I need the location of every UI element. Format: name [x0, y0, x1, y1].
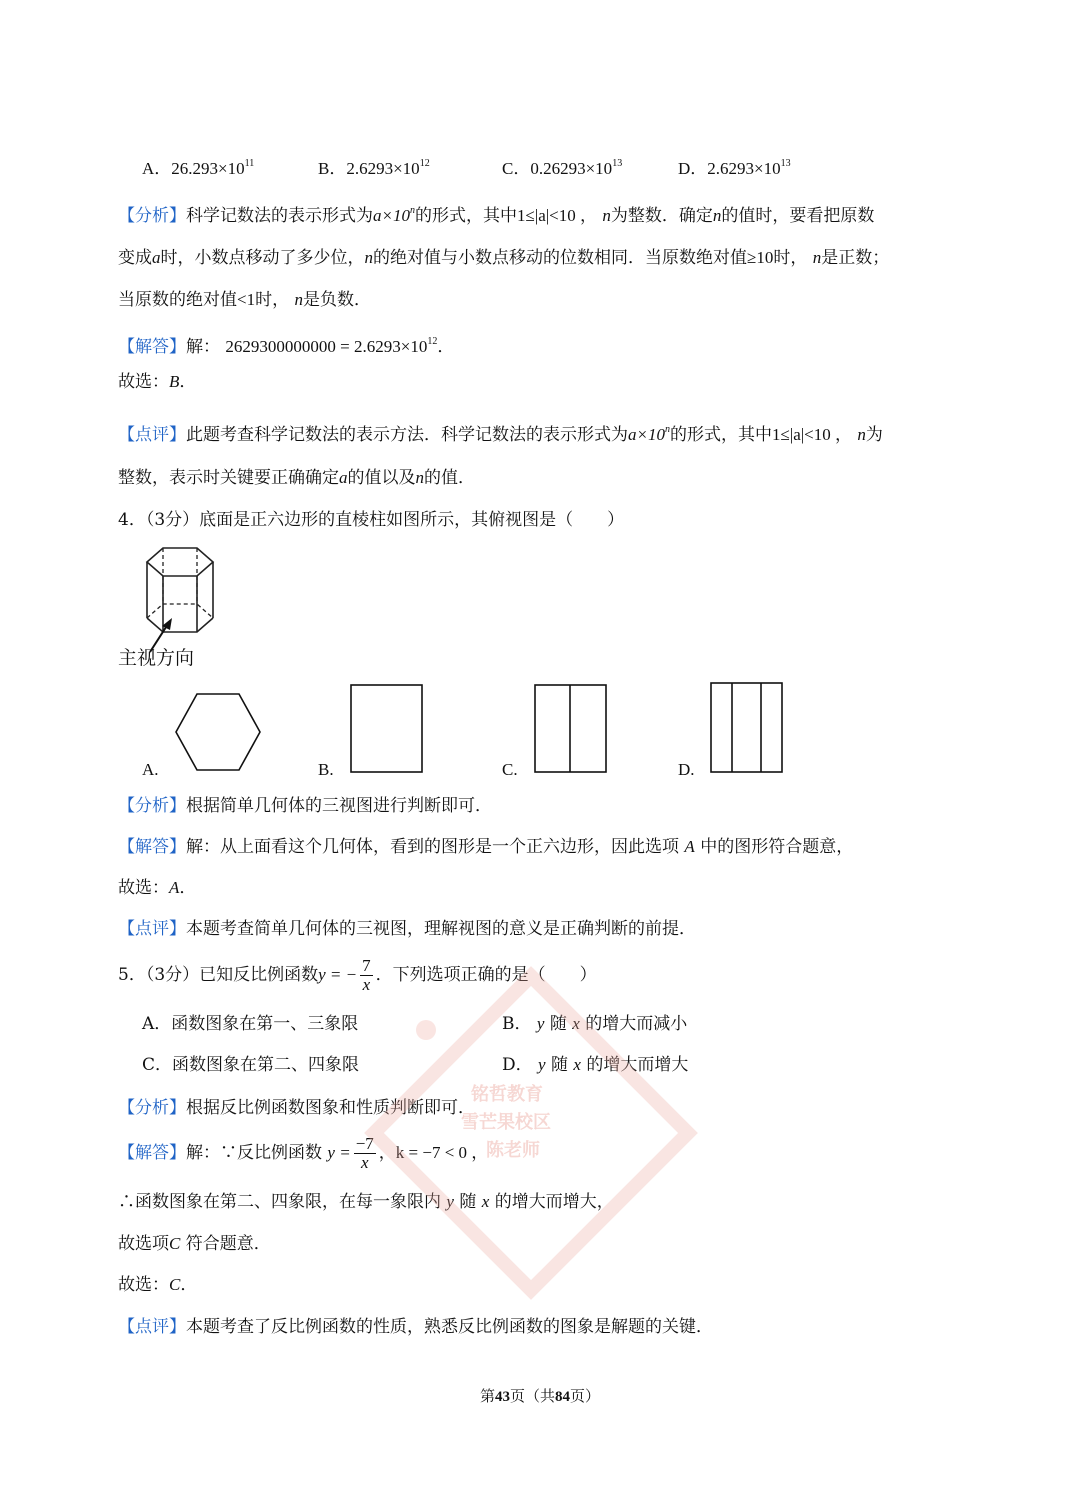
q3-option-c: C．$0.26293\times 10^{13}$	[502, 158, 623, 178]
q4-option-d-label: D.	[678, 760, 695, 779]
q5-option-b: B． y 随 x 的增大而减小	[502, 1014, 688, 1034]
q3-option-d: D．$2.6293\times 10^{13}$	[678, 158, 791, 178]
q4-analysis: 【分析】根据简单几何体的三视图进行判断即可．	[118, 796, 492, 816]
q3-comment-line2: 整数，表示时关键要正确确定a的值以及n的值．	[118, 468, 475, 488]
q5-comment: 【点评】本题考查了反比例函数的性质，熟悉反比例函数的图象是解题的关键．	[118, 1317, 713, 1337]
q4-answer: 【解答】解：从上面看这个几何体，看到的图形是一个正六边形，因此选项 A 中的图形符合题意，	[118, 837, 854, 857]
q3-answer: 【解答】解： $2629300000000 = 2.6293\times 10^{12}$．	[118, 336, 455, 357]
q4-option-c-label: C.	[502, 760, 518, 779]
view-direction-label: 主视方向	[118, 647, 195, 669]
q5-answer-line2: ∴函数图象在第二、四象限，在每一象限内 y 随 x 的增大而增大，	[118, 1192, 614, 1212]
q5-answer: 【解答】解：∵反比例函数 y = $\frac{-7}{x}$ ，k = −7 < 0 ，	[118, 1134, 489, 1172]
single-rectangle-shape	[350, 684, 424, 774]
q4-comment: 【点评】本题考查简单几何体的三视图，理解视图的意义是正确判断的前提．	[118, 919, 696, 939]
q3-option-b: B．$2.6293\times 10^{12}$	[318, 158, 430, 178]
three-part-rectangle-shape	[710, 682, 784, 774]
hexagon-shape	[174, 692, 262, 774]
q5-analysis: 【分析】根据反比例函数图象和性质判断即可．	[118, 1098, 475, 1118]
q5-answer-line3: 故选项C 符合题意．	[118, 1234, 271, 1254]
q4-option-b-label: B.	[318, 760, 334, 779]
q3-choice: 故选：B．	[118, 372, 197, 392]
q5-option-c: C．函数图象在第二、四象限	[142, 1055, 360, 1075]
q3-comment-line1: 【点评】此题考查科学记数法的表示方法．科学记数法的表示形式为$a\times 10^n$的形式，其中1≤|a|<10 ， n为	[118, 424, 883, 445]
q4-stem: 4．（3分）底面是正六边形的直棱柱如图所示，其俯视图是（ ）	[118, 510, 625, 530]
q3-analysis-line2: 变成a时，小数点移动了多少位，n的绝对值与小数点移动的位数相同．当原数绝对值≥10时， n是正数；	[118, 248, 890, 268]
fraction-minus7-over-x: $\frac{-7}{x}$	[355, 1134, 374, 1172]
page-footer: 第43页（共84页）	[479, 1387, 601, 1405]
q3-option-a: A．$26.293\times 10^{11}$	[142, 158, 255, 178]
q4-option-a-label: A.	[142, 760, 159, 779]
two-part-rectangle-shape	[534, 684, 608, 774]
q4-choice: 故选：A．	[118, 878, 197, 898]
q5-stem: 5．（3分）已知反比例函数y = − $\frac{7}{x}$ ．下列选项正确的是（ ）	[118, 956, 597, 994]
q5-choice: 故选：C．	[118, 1275, 198, 1295]
q5-option-d: D． y 随 x 的增大而增大	[502, 1055, 689, 1075]
q5-option-a: A．函数图象在第一、三象限	[142, 1014, 359, 1034]
q3-analysis-line1: 【分析】科学记数法的表示形式为$a\times 10^n$的形式，其中1≤|a|<10 ， n为整数．确定n的值时，要看把原数	[118, 205, 875, 226]
watermark: 铭哲教育 雪芒果校区 陈老师	[366, 968, 696, 1298]
q3-analysis-line3: 当原数的绝对值<1时， n是负数．	[118, 290, 371, 310]
fraction-neg-7-over-x: $\frac{7}{x}$	[362, 956, 371, 994]
